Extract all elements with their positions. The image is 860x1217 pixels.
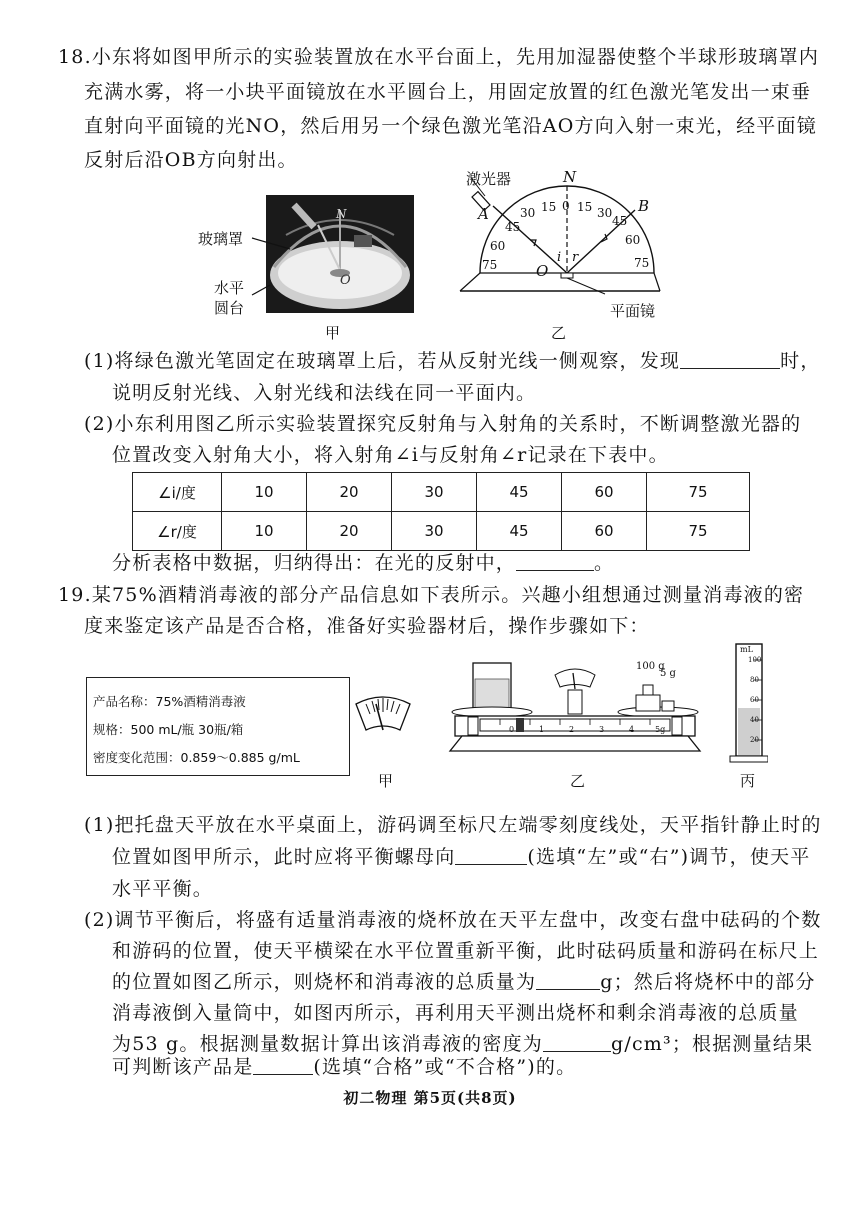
weight-100g-label: 100 g (636, 661, 665, 672)
caption-yi: 乙 (551, 324, 567, 342)
label-normal-n: N (563, 168, 577, 186)
q18-conclusion-end: 。 (594, 552, 615, 574)
photo-label-o: O (340, 273, 351, 288)
cylinder-mark-60: 60 (750, 696, 759, 704)
table-cell: 60 (562, 473, 647, 512)
pointer-scale-figure (352, 690, 414, 738)
ruler-tick-3: 3 (599, 725, 605, 734)
table-cell: 45 (477, 512, 562, 551)
caption-19-jia: 甲 (378, 772, 394, 790)
product-spec: 规格：500 mL/瓶 30瓶/箱 (93, 722, 244, 737)
angle-table (132, 472, 750, 551)
q19-part2-text-e2: g/cm³；根据测量结果 (610, 1033, 814, 1055)
caption-19-yi: 乙 (570, 772, 586, 790)
scale-top-0: 0 (562, 199, 570, 213)
answer-blank-q19-3[interactable] (543, 1033, 611, 1052)
q18-part1-text-b: 时， (780, 350, 821, 372)
scale-right-45: 45 (612, 214, 628, 228)
scale-left-45: 45 (505, 220, 521, 234)
scale-right-60: 60 (625, 233, 641, 247)
q19-part1-text-c: (选填“左”或“右”)调节，使天平 (527, 846, 811, 868)
scale-left-30: 30 (520, 206, 536, 220)
label-glass-dome: 玻璃罩 (198, 230, 244, 248)
q18-part1-text-a: (1)将绿色激光笔固定在玻璃罩上后，若从反射光线一侧观察，发现 (84, 350, 681, 372)
table-row (133, 512, 750, 551)
q19-line-2: 度来鉴定该产品是否合格，准备好实验器材后，操作步骤如下： (84, 615, 650, 637)
table-cell: 75 (647, 512, 750, 551)
q19-part2-text-e1: 为53 g。根据测量数据计算出该消毒液的密度为 (112, 1033, 543, 1055)
ruler-tick-4: 4 (629, 725, 635, 734)
q19-part1-line-1: (1)把托盘天平放在水平桌面上，游码调至标尺左端零刻度线处，天平指针静止时的 (84, 814, 822, 836)
q19-part2-text-f2: (选填“合格”或“不合格”)的。 (313, 1056, 577, 1078)
table-cell: 60 (562, 512, 647, 551)
product-info-box (86, 677, 350, 776)
q19-part2-line-1: (2)调节平衡后，将盛有适量消毒液的烧杯放在天平左盘中，改变右盘中砝码的个数 (84, 909, 822, 931)
q18-line-4: 反射后沿OB方向射出。 (84, 149, 298, 171)
q18-line-1: 18.小东将如图甲所示的实验装置放在水平台面上，先用加湿器使整个半球形玻璃罩内 (58, 46, 820, 68)
q19-line-1: 19.某75%酒精消毒液的部分产品信息如下表所示。兴趣小组想通过测量消毒液的密 (58, 584, 805, 606)
label-mirror: 平面镜 (610, 302, 656, 320)
q18-part2-line-1: (2)小东利用图乙所示实验装置探究反射角与入射角的关系时，不断调整激光器的 (84, 413, 802, 435)
q19-part2-line-6 (112, 1055, 576, 1079)
label-angle-r: r (572, 250, 579, 265)
product-name: 产品名称：75%酒精消毒液 (93, 694, 246, 709)
scale-left-75: 75 (482, 258, 498, 272)
q19-part2-line-5 (112, 1032, 813, 1056)
q19-part1-line-2 (112, 845, 811, 869)
q18-conclusion (112, 551, 614, 575)
q19-part2-text-c2: g；然后将烧杯中的部分 (600, 971, 816, 993)
table-cell: 20 (307, 512, 392, 551)
table-cell: 30 (392, 473, 477, 512)
scale-right-75: 75 (634, 256, 650, 270)
q19-part2-line-4: 消毒液倒入量筒中，如图丙所示，再利用天平测出烧杯和剩余消毒液的总质量 (112, 1002, 799, 1024)
q18-part2-line-2: 位置改变入射角大小，将入射角∠i与反射角∠r记录在下表中。 (112, 444, 669, 466)
ruler-tick-2: 2 (569, 725, 575, 734)
table-cell: 10 (222, 473, 307, 512)
table-head-i: ∠i/度 (133, 473, 222, 512)
scale-left-60: 60 (490, 239, 506, 253)
caption-jia: 甲 (325, 324, 341, 342)
label-laser: 激光器 (466, 170, 512, 188)
product-density: 密度变化范围：0.859～0.885 g/mL (93, 750, 300, 765)
table-cell: 20 (307, 473, 392, 512)
caption-19-bing: 丙 (740, 772, 756, 790)
answer-blank-q19-4[interactable] (253, 1056, 313, 1075)
q18-part1-line-1 (84, 349, 821, 373)
scale-left-15: 15 (541, 200, 557, 214)
page-footer: 初二物理 第5页(共8页) (343, 1089, 517, 1107)
scale-right-30: 30 (597, 206, 613, 220)
label-o: O (536, 262, 549, 280)
photo-label-n: N (336, 207, 347, 221)
answer-blank-q19-2[interactable] (536, 971, 600, 990)
answer-blank-q18-1[interactable] (680, 350, 780, 369)
cylinder-mark-100: 100 (748, 656, 762, 664)
answer-blank-q18-2[interactable] (516, 552, 594, 571)
answer-blank-q19-1[interactable] (455, 846, 527, 865)
ruler-tick-5: 5g (655, 725, 666, 734)
table-head-r: ∠r/度 (133, 512, 222, 551)
q18-line-2: 充满水雾，将一小块平面镜放在水平圆台上，用固定放置的红色激光笔发出一束垂 (84, 81, 812, 103)
q18-line-3: 直射向平面镜的光NO，然后用另一个绿色激光笔沿AO方向入射一束光，经平面镜 (84, 115, 817, 137)
ruler-tick-1: 1 (539, 725, 545, 734)
label-a: A (478, 205, 489, 223)
q19-part2-text-c1: 的位置如图乙所示，则烧杯和消毒液的总质量为 (112, 971, 537, 993)
q19-part1-line-3: 水平平衡。 (112, 878, 214, 900)
cylinder-unit: mL (740, 645, 753, 654)
table-cell: 10 (222, 512, 307, 551)
q19-part2-line-2: 和游码的位置，使天平横梁在水平位置重新平衡，此时砝码质量和游码在标尺上 (112, 940, 820, 962)
q19-part1-text-b: 位置如图甲所示，此时应将平衡螺母向 (112, 846, 456, 868)
table-row (133, 473, 750, 512)
ruler-tick-0: 0 (509, 725, 515, 734)
q19-part2-line-3 (112, 970, 816, 994)
scale-right-15: 15 (577, 200, 593, 214)
cylinder-mark-20: 20 (750, 736, 759, 744)
q18-part1-line-2: 说明反射光线、入射光线和法线在同一平面内。 (112, 382, 537, 404)
table-cell: 75 (647, 473, 750, 512)
label-horizontal-table: 水平圆台 (214, 279, 245, 317)
label-angle-i: i (557, 250, 562, 265)
cylinder-mark-80: 80 (750, 676, 759, 684)
q18-conclusion-text: 分析表格中数据，归纳得出：在光的反射中， (112, 552, 517, 574)
weight-5g-label: 5 g (660, 668, 676, 679)
q19-part2-text-f1: 可判断该产品是 (112, 1056, 254, 1078)
table-cell: 30 (392, 512, 477, 551)
label-b: B (638, 197, 650, 215)
figure-jia-leader-lines (250, 225, 300, 315)
table-cell: 45 (477, 473, 562, 512)
cylinder-mark-40: 40 (750, 716, 759, 724)
